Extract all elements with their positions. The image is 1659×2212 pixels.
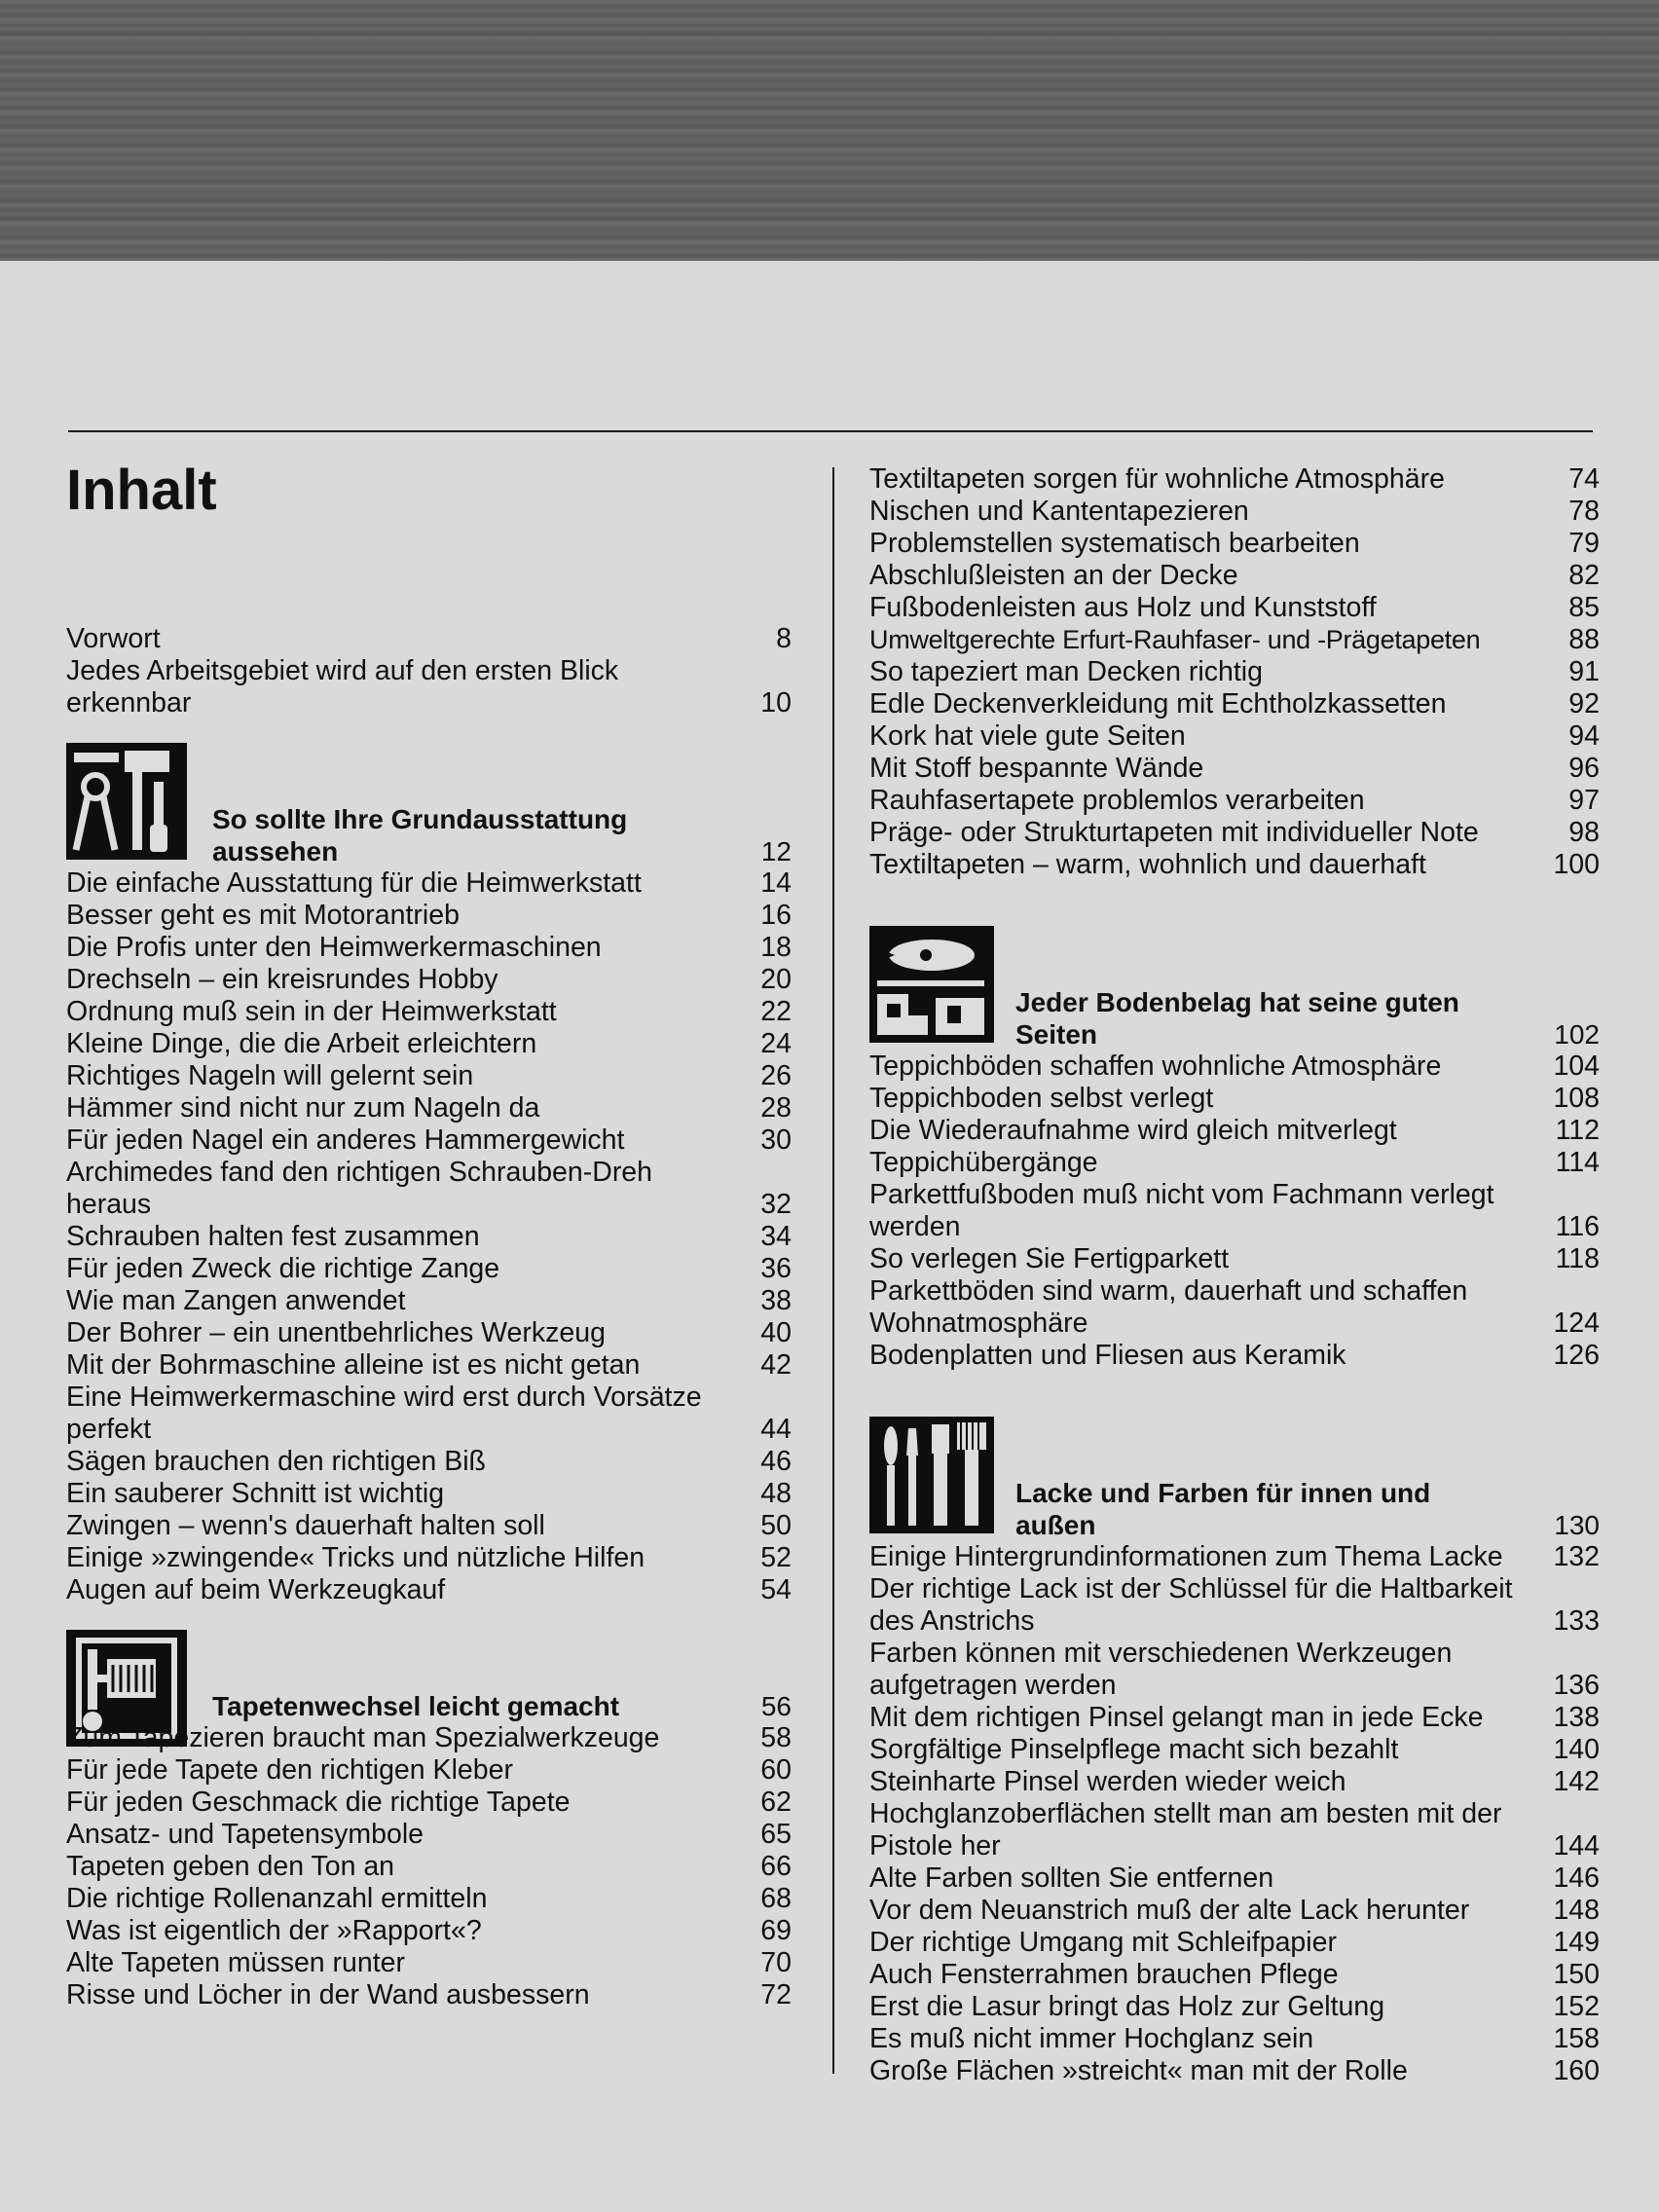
toc-continued-list (869, 463, 1600, 881)
entry-page: 108 (1553, 1083, 1600, 1114)
entry-title: Jedes Arbeitsgebiet wird auf den ersten Blick erkennbar (66, 655, 619, 719)
entry-page: 118 (1555, 1243, 1600, 1274)
entry-title: Für jeden Nagel ein anderes Hammergewicht (66, 1124, 625, 1156)
toc-entry (66, 867, 792, 900)
toc-entry (66, 1446, 792, 1478)
entry-title: Es muß nicht immer Hochglanz sein (869, 2023, 1314, 2054)
toc-entry (66, 996, 792, 1028)
toc-entry (869, 1243, 1600, 1275)
toc-entry (66, 1092, 792, 1124)
entry-page: 96 (1568, 753, 1600, 784)
entry-page: 44 (760, 1414, 792, 1445)
entry-page: 114 (1555, 1147, 1600, 1178)
entry-page: 150 (1553, 1959, 1600, 1990)
entry-page: 79 (1568, 528, 1600, 559)
entry-page: 70 (760, 1947, 792, 1978)
entry-title: Farben können mit verschiedenen Werkzeugen aufgetragen werden (869, 1638, 1453, 1701)
entry-title: Mit der Bohrmaschine alleine ist es nicht getan (66, 1349, 641, 1381)
toc-entry (869, 1895, 1600, 1927)
toc-entry (869, 2055, 1600, 2087)
entry-title: Mit dem richtigen Pinsel gelangt man in jede Ecke (869, 1702, 1484, 1733)
toc-entry (869, 624, 1600, 656)
entry-title: Was ist eigentlich der »Rapport«? (66, 1915, 482, 1946)
section-heading-text: Lacke und Farben für innen und außen (1015, 1478, 1431, 1540)
entry-page: 98 (1568, 817, 1600, 848)
entry-page: 149 (1553, 1927, 1600, 1958)
entry-page: 82 (1568, 560, 1600, 591)
entry-page: 18 (760, 932, 792, 963)
entry-title: Tapeten geben den Ton an (66, 1851, 395, 1882)
entry-title: Schrauben halten fest zusammen (66, 1221, 480, 1252)
entry-page: 140 (1553, 1734, 1600, 1765)
entry-title: Kork hat viele gute Seiten (869, 720, 1186, 752)
toc-entry (66, 1979, 792, 2011)
toc-entry (869, 688, 1600, 720)
toc-entry (66, 1060, 792, 1092)
toc-entry (869, 1702, 1600, 1734)
toc-entry (869, 496, 1600, 528)
entry-page: 24 (760, 1028, 792, 1059)
toc-entry (66, 623, 792, 655)
entry-page: 69 (760, 1915, 792, 1946)
toc-entry (869, 1541, 1600, 1573)
entry-title: So tapeziert man Decken richtig (869, 656, 1263, 687)
entry-title: So verlegen Sie Fertigparkett (869, 1243, 1230, 1274)
page-title: Inhalt (66, 459, 217, 522)
entry-title: Wie man Zangen anwendet (66, 1285, 406, 1316)
entry-page: 152 (1553, 1991, 1600, 2022)
toc-entry (869, 528, 1600, 560)
toc-entry (869, 1927, 1600, 1959)
section-heading-text: Jeder Bodenbelag hat seine guten Seiten (1015, 987, 1459, 1050)
toc-entry (66, 964, 792, 996)
entry-title: Rauhfasertapete problemlos verarbeiten (869, 785, 1365, 816)
entry-page: 48 (760, 1478, 792, 1509)
entry-title: Erst die Lasur bringt das Holz zur Geltung (869, 1991, 1385, 2022)
entry-page: 94 (1568, 720, 1600, 752)
toc-entry (66, 932, 792, 964)
toc-entry (869, 463, 1600, 496)
toc-entry (869, 1638, 1600, 1702)
entry-title: Hämmer sind nicht nur zum Nageln da (66, 1092, 540, 1124)
toc-entry (869, 849, 1600, 881)
top-rule (68, 430, 1593, 432)
entry-title: Die Profis unter den Heimwerkermaschinen (66, 932, 602, 963)
toc-entry (66, 1253, 792, 1285)
entry-title: Auch Fensterrahmen brauchen Pflege (869, 1959, 1339, 1990)
entry-page: 30 (760, 1124, 792, 1156)
entry-title: Textiltapeten – warm, wohnlich und dauerhaft (869, 849, 1426, 880)
toc-entry (66, 1722, 792, 1754)
entry-page: 26 (760, 1060, 792, 1091)
entry-page: 136 (1553, 1670, 1600, 1701)
section-heading (869, 986, 1600, 1051)
toc-entry (66, 1510, 792, 1542)
entry-title: Edle Deckenverkleidung mit Echtholzkassetten (869, 688, 1447, 719)
toc-entry (869, 560, 1600, 592)
entry-title: Augen auf beim Werkzeugkauf (66, 1574, 446, 1605)
entry-page: 50 (760, 1510, 792, 1541)
entry-title: Die Wiederaufnahme wird gleich mitverlegt (869, 1115, 1397, 1146)
entry-page: 65 (760, 1819, 792, 1850)
entry-title: Abschlußleisten an der Decke (869, 560, 1238, 591)
toc-entry (66, 1851, 792, 1883)
entry-page: 126 (1553, 1340, 1600, 1371)
entry-title: Vor dem Neuanstrich muß der alte Lack herunter (869, 1895, 1470, 1926)
toc-entry (66, 1915, 792, 1947)
entry-page: 10 (760, 687, 792, 719)
toc-left-column (66, 623, 792, 2011)
toc-entry (66, 1382, 792, 1446)
entry-page: 32 (760, 1189, 792, 1220)
toc-entry (869, 1275, 1600, 1340)
toc-entry (869, 1959, 1600, 1991)
toc-section-wallpaper (66, 1630, 792, 2011)
entry-title: Der Bohrer – ein unentbehrliches Werkzeug (66, 1317, 606, 1348)
entry-title: Problemstellen systematisch bearbeiten (869, 528, 1360, 559)
toc-entry (66, 655, 792, 719)
entry-page: 46 (760, 1446, 792, 1477)
entry-title: Der richtige Lack ist der Schlüssel für die Haltbarkeit des Anstrichs (869, 1573, 1513, 1637)
toc-entry (869, 1766, 1600, 1798)
toc-entry (869, 1051, 1600, 1083)
section-page: 56 (760, 1691, 792, 1721)
toc-entry (66, 1285, 792, 1317)
entry-title: Nischen und Kantentapezieren (869, 496, 1249, 527)
entry-page: 22 (760, 996, 792, 1027)
entry-page: 116 (1555, 1211, 1600, 1242)
toc-entry (66, 1317, 792, 1349)
entry-title: Kleine Dinge, die die Arbeit erleichtern (66, 1028, 537, 1059)
entry-title: Hochglanzoberflächen stellt man am besten mit der Pistole her (869, 1798, 1502, 1862)
toc-entry (66, 1787, 792, 1819)
entry-title: Archimedes fand den richtigen Schrauben-Dreh heraus (66, 1157, 653, 1220)
entry-title: Ordnung muß sein in der Heimwerkstatt (66, 996, 557, 1027)
entry-title: Umweltgerechte Erfurt-Rauhfaser- und -Prägetapeten (869, 625, 1481, 654)
entry-title: Teppichboden selbst verlegt (869, 1083, 1214, 1114)
entry-title: Mit Stoff bespannte Wände (869, 753, 1204, 784)
entry-page: 14 (760, 867, 792, 899)
entry-title: Alte Farben sollten Sie entfernen (869, 1862, 1274, 1894)
entry-page: 112 (1555, 1115, 1600, 1146)
toc-section-tools (66, 743, 792, 1606)
entry-page: 91 (1568, 656, 1600, 687)
toc-entry (66, 1221, 792, 1253)
entry-title: Parkettböden sind warm, dauerhaft und schaffen Wohnatmosphäre (869, 1275, 1468, 1339)
entry-title: Drechseln – ein kreisrundes Hobby (66, 964, 498, 995)
toc-entry (66, 1947, 792, 1979)
entry-title: Ansatz- und Tapetensymbole (66, 1819, 424, 1850)
toc-entry (869, 1340, 1600, 1372)
toc-entry (66, 1883, 792, 1915)
entry-page: 68 (760, 1883, 792, 1914)
toc-entry (66, 1574, 792, 1606)
entry-page: 38 (760, 1285, 792, 1316)
entry-page: 62 (760, 1787, 792, 1818)
entry-title: Eine Heimwerkermaschine wird erst durch Vorsätze perfekt (66, 1382, 702, 1445)
entry-page: 40 (760, 1317, 792, 1348)
entry-title: Die einfache Ausstattung für die Heimwerkstatt (66, 867, 642, 899)
entry-title: Textiltapeten sorgen für wohnliche Atmosphäre (869, 463, 1445, 495)
toc-entry (869, 2023, 1600, 2055)
section-heading (66, 803, 792, 867)
entry-page: 54 (760, 1574, 792, 1605)
entry-title: Einige Hintergrundinformationen zum Thema Lacke (869, 1541, 1503, 1572)
entry-page: 58 (760, 1722, 792, 1753)
toc-entry (66, 1478, 792, 1510)
entry-title: Für jeden Geschmack die richtige Tapete (66, 1787, 571, 1818)
entry-title: Einige »zwingende« Tricks und nützliche Hilfen (66, 1542, 645, 1573)
toc-entry (869, 1115, 1600, 1147)
entry-page: 16 (760, 900, 792, 931)
entry-page: 124 (1553, 1308, 1600, 1339)
entry-title: Präge- oder Strukturtapeten mit individueller Note (869, 817, 1479, 848)
section-page: 102 (1554, 1019, 1600, 1050)
entry-title: Für jeden Zweck die richtige Zange (66, 1253, 500, 1284)
entry-page: 158 (1553, 2023, 1600, 2054)
toc-entry (66, 1542, 792, 1574)
toc-entry (869, 753, 1600, 785)
entry-title: Sägen brauchen den richtigen Biß (66, 1446, 486, 1477)
entry-page: 100 (1553, 849, 1600, 880)
entry-title: Zum Tapezieren braucht man Spezialwerkzeuge (66, 1722, 660, 1753)
entry-page: 97 (1568, 785, 1600, 816)
toc-entry (66, 1028, 792, 1060)
toc-entry (869, 656, 1600, 688)
entry-title: Für jede Tapete den richtigen Kleber (66, 1754, 513, 1786)
entry-title: Teppichübergänge (869, 1147, 1098, 1178)
entry-title: Teppichböden schaffen wohnliche Atmosphäre (869, 1051, 1442, 1082)
entry-page: 60 (760, 1754, 792, 1786)
entry-page: 148 (1553, 1895, 1600, 1926)
section-page: 130 (1554, 1510, 1600, 1540)
toc-entry (869, 1862, 1600, 1895)
toc-entry (66, 900, 792, 932)
entry-title: Ein sauberer Schnitt ist wichtig (66, 1478, 445, 1509)
entry-title: Steinharte Pinsel werden wieder weich (869, 1766, 1346, 1797)
toc-entry (66, 1754, 792, 1787)
entry-page: 142 (1553, 1766, 1600, 1797)
entry-title: Zwingen – wenn's dauerhaft halten soll (66, 1510, 545, 1541)
entry-page: 104 (1553, 1051, 1600, 1082)
entry-page: 160 (1553, 2055, 1600, 2086)
entry-page: 146 (1553, 1862, 1600, 1894)
toc-entry (66, 1819, 792, 1851)
entry-page: 85 (1568, 592, 1600, 623)
entry-title: Der richtige Umgang mit Schleifpapier (869, 1927, 1337, 1958)
section-heading (66, 1690, 792, 1722)
entry-title: Alte Tapeten müssen runter (66, 1947, 406, 1978)
toc-entry (869, 785, 1600, 817)
toc-entry (869, 817, 1600, 849)
entry-page: 28 (760, 1092, 792, 1124)
toc-entry (869, 1734, 1600, 1766)
toc-entry (66, 1124, 792, 1157)
entry-page: 132 (1553, 1541, 1600, 1572)
entry-page: 138 (1553, 1702, 1600, 1733)
section-heading-text: Tapetenwechsel leicht gemacht (212, 1691, 620, 1721)
toc-entry (869, 1179, 1600, 1243)
entry-page: 78 (1568, 496, 1600, 527)
toc-section-floor (869, 926, 1600, 1372)
section-heading-text: So sollte Ihre Grundausstattung aussehen (212, 804, 628, 866)
entry-title: Fußbodenleisten aus Holz und Kunststoff (869, 592, 1377, 623)
toc-entry (869, 1147, 1600, 1179)
wooden-table-background (0, 0, 1659, 265)
toc-entry (66, 1349, 792, 1382)
entry-title: Richtiges Nageln will gelernt sein (66, 1060, 474, 1091)
entry-page: 52 (760, 1542, 792, 1573)
entry-page: 72 (760, 1979, 792, 2010)
toc-entry (66, 1157, 792, 1221)
entry-page: 34 (760, 1221, 792, 1252)
toc-entry (869, 720, 1600, 753)
column-divider (832, 467, 834, 2074)
entry-title: Große Flächen »streicht« man mit der Rolle (869, 2055, 1408, 2086)
entry-page: 42 (760, 1349, 792, 1381)
toc-intro-list (66, 623, 792, 719)
entry-page: 133 (1553, 1605, 1600, 1637)
toc-entry (869, 1573, 1600, 1638)
entry-page: 88 (1568, 624, 1600, 655)
entry-page: 8 (776, 623, 792, 654)
toc-section-paint (869, 1417, 1600, 2087)
entry-title: Risse und Löcher in der Wand ausbessern (66, 1979, 590, 2010)
toc-right-column (869, 463, 1600, 2087)
entry-title: Besser geht es mit Motorantrieb (66, 900, 460, 931)
toc-entry (869, 1083, 1600, 1115)
section-heading (869, 1477, 1600, 1541)
entry-page: 74 (1568, 463, 1600, 495)
entry-page: 92 (1568, 688, 1600, 719)
entry-title: Parkettfußboden muß nicht vom Fachmann verlegt werden (869, 1179, 1494, 1242)
toc-entry (869, 1991, 1600, 2023)
entry-page: 144 (1553, 1830, 1600, 1862)
toc-entry (869, 1798, 1600, 1862)
entry-title: Die richtige Rollenanzahl ermitteln (66, 1883, 488, 1914)
toc-entry (869, 592, 1600, 624)
entry-title: Vorwort (66, 623, 161, 654)
entry-page: 20 (760, 964, 792, 995)
section-page: 12 (760, 836, 792, 866)
entry-page: 36 (760, 1253, 792, 1284)
entry-page: 66 (760, 1851, 792, 1882)
entry-title: Sorgfältige Pinselpflege macht sich bezahlt (869, 1734, 1399, 1765)
entry-title: Bodenplatten und Fliesen aus Keramik (869, 1340, 1346, 1371)
